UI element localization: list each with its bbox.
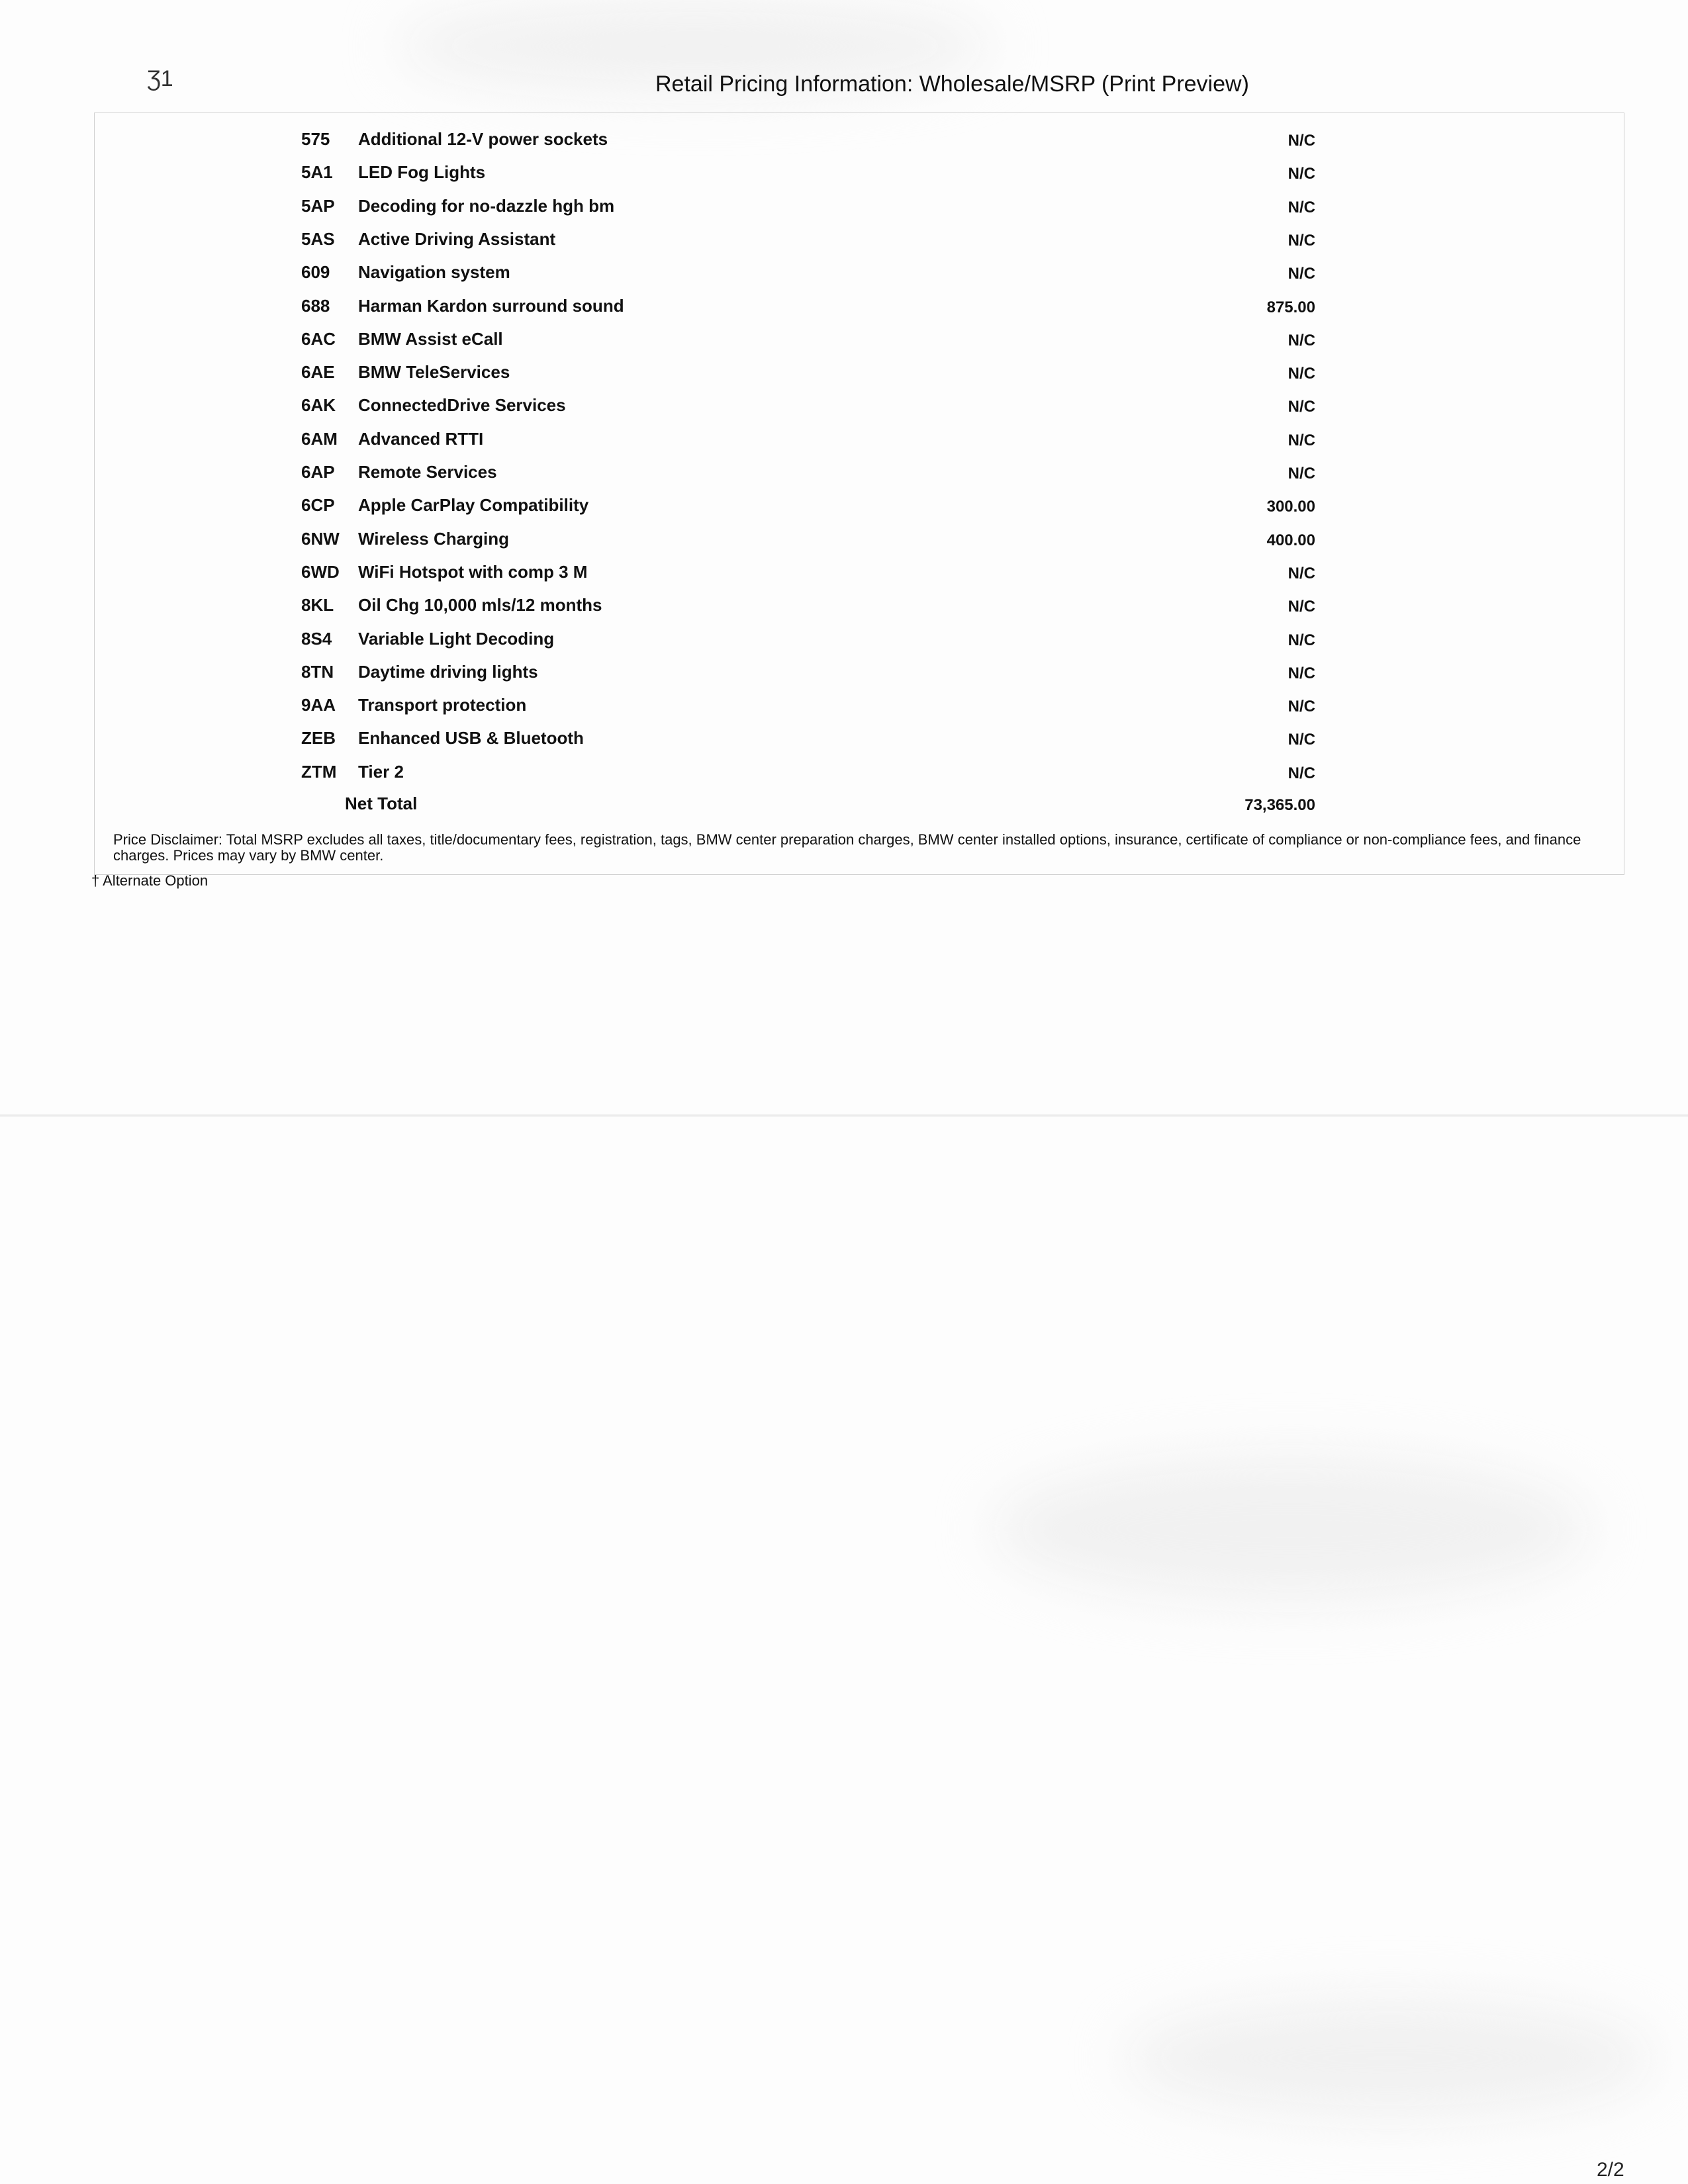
option-row <box>95 462 1624 495</box>
option-code: 8TN <box>301 661 334 682</box>
option-code: 6CP <box>301 495 335 516</box>
option-description: Apple CarPlay Compatibility <box>358 495 589 516</box>
option-code: 6AK <box>301 395 336 416</box>
price-disclaimer: Price Disclaimer: Total MSRP excludes all taxes, title/documentary fees, registration, tags, BMW center preparation charges, BMW center installed options, insurance, certificate of compliance or non-compliance fees, and finance charges. Prices may vary by BMW center. <box>113 831 1581 864</box>
option-row <box>95 129 1624 162</box>
option-row <box>95 629 1624 662</box>
option-code: 5AS <box>301 228 335 249</box>
option-description: Tier 2 <box>358 761 404 782</box>
option-code: 9AA <box>301 695 336 715</box>
option-price: N/C <box>1288 764 1315 782</box>
option-price: N/C <box>1288 165 1315 183</box>
option-code: ZEB <box>301 728 336 749</box>
net-total-label: Net Total <box>345 794 418 813</box>
option-row <box>95 429 1624 462</box>
option-price: 400.00 <box>1266 531 1315 549</box>
option-description: Decoding for no-dazzle hgh bm <box>358 195 615 216</box>
page-title: Retail Pricing Information: Wholesale/MSRP (Print Preview) <box>655 71 1249 97</box>
option-code: 688 <box>301 295 330 316</box>
option-code: 609 <box>301 262 330 283</box>
option-description: BMW TeleServices <box>358 362 510 383</box>
option-description: WiFi Hotspot with comp 3 M <box>358 561 588 582</box>
option-row <box>95 296 1624 329</box>
option-description: Advanced RTTI <box>358 428 484 449</box>
net-total-row <box>95 794 1624 820</box>
option-price: N/C <box>1288 231 1315 250</box>
option-row <box>95 495 1624 528</box>
option-row <box>95 162 1624 195</box>
option-row <box>95 229 1624 262</box>
page-number: 2/2 <box>1597 2159 1624 2181</box>
net-total-value: 73,365.00 <box>1244 796 1315 814</box>
option-description: LED Fog Lights <box>358 162 486 183</box>
option-description: Daytime driving lights <box>358 661 538 682</box>
pricing-table <box>94 113 1624 875</box>
option-code: 6AE <box>301 362 335 383</box>
option-description: Enhanced USB & Bluetooth <box>358 728 584 749</box>
option-price: N/C <box>1288 564 1315 582</box>
option-row <box>95 529 1624 562</box>
option-description: Active Driving Assistant <box>358 228 556 249</box>
option-price: N/C <box>1288 465 1315 482</box>
option-price: N/C <box>1288 365 1315 383</box>
option-row <box>95 362 1624 395</box>
option-description: Harman Kardon surround sound <box>358 295 624 316</box>
option-price: N/C <box>1288 698 1315 716</box>
option-row <box>95 562 1624 595</box>
option-row <box>95 196 1624 229</box>
scan-shading <box>1125 1999 1655 2118</box>
option-row <box>95 262 1624 295</box>
option-description: BMW Assist eCall <box>358 328 503 349</box>
scan-shading <box>993 1456 1589 1602</box>
option-price: N/C <box>1288 398 1315 416</box>
option-code: 5AP <box>301 195 335 216</box>
option-price: 300.00 <box>1266 498 1315 516</box>
option-row <box>95 695 1624 728</box>
option-price: 875.00 <box>1266 298 1315 316</box>
option-description: Transport protection <box>358 695 527 715</box>
option-price: N/C <box>1288 265 1315 283</box>
option-price: N/C <box>1288 331 1315 349</box>
option-code: ZTM <box>301 761 337 782</box>
option-description: Navigation system <box>358 262 510 283</box>
option-price: N/C <box>1288 598 1315 616</box>
option-row <box>95 595 1624 628</box>
option-code: 8KL <box>301 595 334 615</box>
option-price: N/C <box>1288 132 1315 150</box>
option-price: N/C <box>1288 198 1315 216</box>
option-code: 6AM <box>301 428 338 449</box>
option-code: 575 <box>301 129 330 149</box>
option-code: 6AP <box>301 462 335 482</box>
option-row <box>95 762 1624 795</box>
option-description: Oil Chg 10,000 mls/12 months <box>358 595 602 615</box>
option-description: Remote Services <box>358 462 497 482</box>
option-price: N/C <box>1288 631 1315 649</box>
page-marker: Ʒ1 <box>147 66 173 91</box>
option-description: Wireless Charging <box>358 528 510 549</box>
option-row <box>95 395 1624 428</box>
option-row <box>95 728 1624 761</box>
page-fold-line <box>0 1115 1688 1117</box>
option-price: N/C <box>1288 431 1315 449</box>
option-description: Additional 12-V power sockets <box>358 129 608 149</box>
option-description: ConnectedDrive Services <box>358 395 566 416</box>
alternate-option-footnote: † Alternate Option <box>91 872 209 889</box>
option-code: 6NW <box>301 528 340 549</box>
option-code: 6WD <box>301 561 340 582</box>
option-code: 6AC <box>301 328 336 349</box>
option-row <box>95 329 1624 362</box>
option-code: 5A1 <box>301 162 333 183</box>
option-price: N/C <box>1288 664 1315 682</box>
option-row <box>95 662 1624 695</box>
option-description: Variable Light Decoding <box>358 628 555 649</box>
option-price: N/C <box>1288 731 1315 749</box>
option-code: 8S4 <box>301 628 332 649</box>
